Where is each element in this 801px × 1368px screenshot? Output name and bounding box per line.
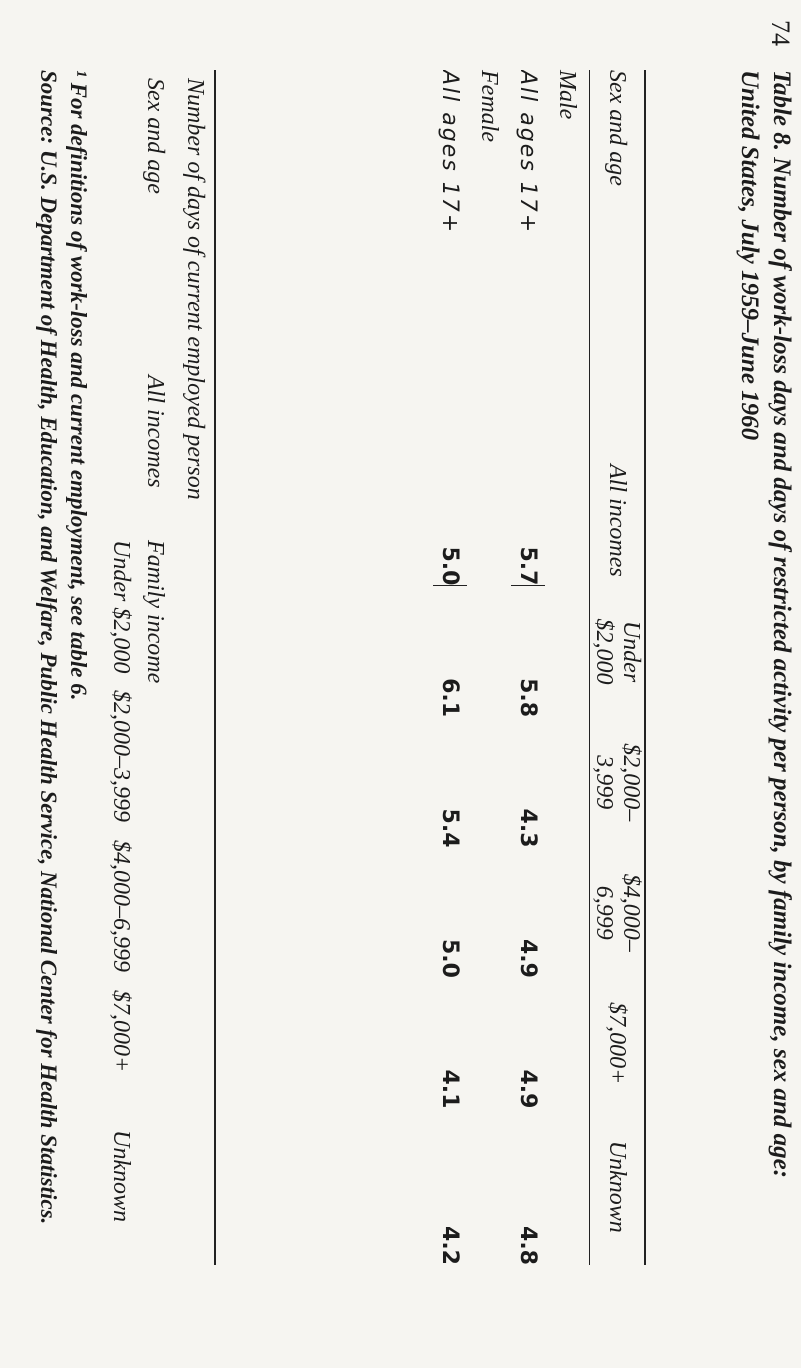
cell: 5.8	[511, 586, 545, 717]
group-label: Female	[476, 70, 503, 142]
cell: 5.4	[437, 808, 463, 848]
footer-c4: $7,000+	[108, 990, 134, 1073]
footer-note: Number of days of current employed person	[182, 78, 208, 500]
source-note: Source: U.S. Department of Health, Education, and Welfare, Public Health Service, National Center for Health Statistics.	[36, 70, 61, 1225]
col-header-sex-age: Sex and age	[590, 70, 646, 455]
table-notes	[33, 70, 93, 1250]
cell: 4.2	[437, 1226, 463, 1265]
cell: 4.1	[437, 1069, 463, 1109]
footer-c2: $2,000–3,999	[108, 690, 134, 822]
footer-all-incomes: All incomes	[142, 375, 168, 488]
footer-columns	[108, 70, 216, 1265]
col-header-2000-3999: $2,000–3,999	[590, 717, 646, 847]
footer-c3: $4,000–6,999	[108, 840, 134, 972]
table-row	[433, 70, 467, 1265]
table-row	[511, 70, 545, 1265]
group-female	[467, 70, 511, 1265]
row-label: All ages 17+	[437, 70, 463, 235]
cell: 6.1	[433, 586, 467, 717]
footnote: ¹ For definitions of work-loss and current employment, see table 6.	[66, 70, 91, 701]
cell: 4.8	[515, 1226, 541, 1265]
data-table	[433, 70, 646, 1265]
cell: 5.7	[515, 546, 541, 586]
footer-under: Under $2,000	[108, 540, 134, 674]
cell: 4.9	[515, 938, 541, 978]
col-header-4000-6999: $4,000–6,999	[590, 848, 646, 978]
col-header-unknown: Unknown	[590, 1108, 646, 1265]
cell: 5.0	[437, 546, 463, 586]
cell: 4.9	[515, 1069, 541, 1109]
cell: 5.0	[437, 938, 463, 978]
row-label: All ages 17+	[515, 70, 541, 235]
footer-family-income: Family income	[142, 540, 168, 684]
cell: 4.3	[515, 808, 541, 848]
col-header-7000-plus: $7,000+	[590, 978, 646, 1108]
caption-text: Table 8. Number of work-loss days and days of restricted activity per person, by family income, sex and age: United States, July 1959–June 1960	[736, 70, 795, 1178]
footer-sex-age: Sex and age	[142, 78, 168, 194]
col-header-all-incomes: All incomes	[590, 455, 646, 586]
table-caption	[733, 70, 797, 1250]
group-label: Male	[554, 70, 581, 120]
table-header-row	[590, 70, 646, 1265]
footer-unknown: Unknown	[108, 1130, 134, 1222]
page-number: 74	[766, 20, 795, 46]
group-male	[545, 70, 590, 1265]
col-header-under-2000: Under $2,000	[590, 586, 646, 717]
footer-rule	[214, 70, 216, 1265]
